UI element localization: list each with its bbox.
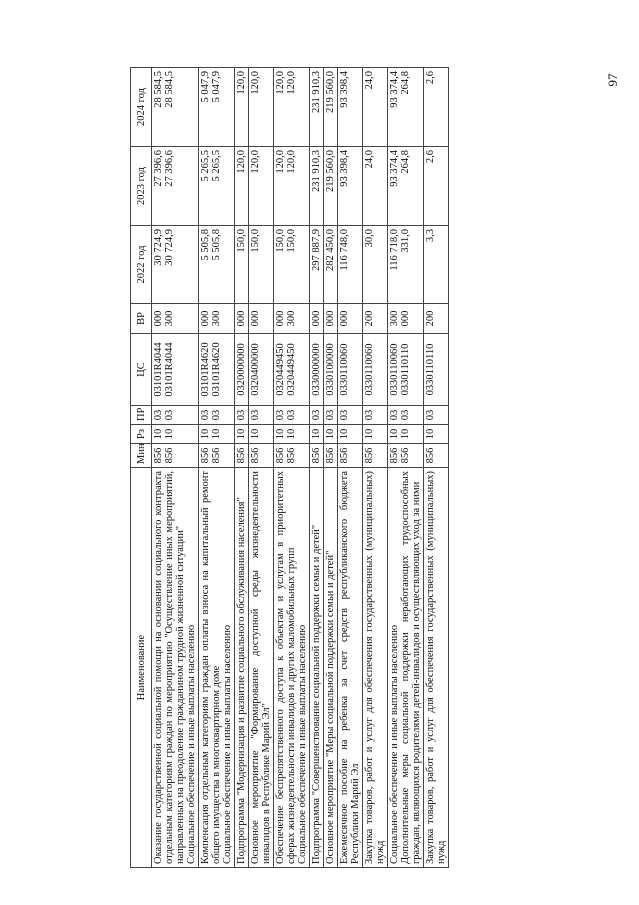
cell-y2022 bbox=[310, 226, 324, 304]
cell-vr bbox=[274, 304, 310, 334]
cell-line: 856 bbox=[153, 447, 164, 464]
cell-y2022 bbox=[199, 226, 235, 304]
cell-line: 10 bbox=[236, 428, 247, 440]
table-row bbox=[363, 68, 388, 868]
cell-y2022 bbox=[152, 226, 199, 304]
cell-line: 300 bbox=[389, 310, 400, 327]
cell-line: 03 bbox=[325, 409, 336, 421]
col-header-vr: ВР bbox=[131, 304, 152, 334]
cell-rz bbox=[324, 425, 338, 444]
cell-line: 03101R4044 bbox=[153, 342, 164, 397]
cell-line: 03101R4044 bbox=[164, 342, 175, 397]
cell-rz bbox=[235, 425, 249, 444]
table-row bbox=[152, 68, 199, 868]
cell-line: 856 bbox=[325, 447, 336, 464]
cell-line: 000 bbox=[200, 310, 211, 327]
cell-line: 30 724,9 bbox=[164, 229, 175, 266]
cell-line: 03 bbox=[339, 409, 350, 421]
cell-y2024 bbox=[338, 68, 363, 147]
cell-line: 03 bbox=[286, 409, 297, 421]
col-header-min: Мин bbox=[131, 444, 152, 468]
cell-line: 10 bbox=[311, 428, 322, 440]
cell-line: Социальное обеспечение и иные выплаты населению bbox=[222, 624, 233, 864]
cell-line: 28 584,5 bbox=[153, 71, 164, 108]
cell-cs bbox=[388, 334, 424, 406]
cell-line: Обеспечение беспрепятственного доступа к объектам и услугам в приоритетных сферах жизнедеятельности инвалидов и других маломобильных групп bbox=[275, 471, 297, 864]
cell-min bbox=[235, 444, 249, 468]
cell-pr bbox=[274, 406, 310, 425]
cell-cs bbox=[363, 334, 388, 406]
cell-line: 5 265,5 bbox=[200, 150, 211, 182]
cell-line: 000 bbox=[275, 310, 286, 327]
col-header-2023: 2023 год bbox=[131, 147, 152, 226]
col-header-2024: 2024 год bbox=[131, 68, 152, 147]
cell-line: 856 bbox=[286, 447, 297, 464]
cell-line: 10 bbox=[389, 428, 400, 440]
table-body bbox=[152, 68, 449, 868]
cell-line: 24,0 bbox=[364, 150, 375, 169]
cell-line: 856 bbox=[211, 447, 222, 464]
cell-line: 000 bbox=[153, 310, 164, 327]
cell-line: 000 bbox=[325, 310, 336, 327]
cell-line: 120,0 bbox=[236, 71, 247, 95]
cell-line: Подпрограмма "Совершенствование социальной поддержки семьи и детей" bbox=[311, 524, 322, 864]
table-row bbox=[249, 68, 274, 868]
cell-pr bbox=[249, 406, 274, 425]
cell-line: 856 bbox=[164, 447, 175, 464]
cell-line: 2,6 bbox=[425, 71, 436, 85]
cell-line: 10 bbox=[211, 428, 222, 440]
col-header-2022: 2022 год bbox=[131, 226, 152, 304]
cell-rz bbox=[274, 425, 310, 444]
cell-rz bbox=[152, 425, 199, 444]
cell-y2024 bbox=[152, 68, 199, 147]
cell-cs bbox=[338, 334, 363, 406]
cell-line: 219 560,0 bbox=[325, 71, 336, 113]
cell-line: 93 374,4 bbox=[389, 71, 400, 108]
cell-pr bbox=[310, 406, 324, 425]
cell-cs bbox=[152, 334, 199, 406]
cell-line: 856 bbox=[250, 447, 261, 464]
cell-line: 120,0 bbox=[250, 150, 261, 174]
cell-y2023 bbox=[388, 147, 424, 226]
cell-line: 24,0 bbox=[364, 71, 375, 90]
cell-line: 300 bbox=[211, 310, 222, 327]
cell-name bbox=[388, 468, 424, 868]
cell-line: 03 bbox=[425, 409, 436, 421]
cell-line: 5 265,5 bbox=[211, 150, 222, 182]
cell-line: Социальное обеспечение и иные выплаты населению bbox=[297, 624, 308, 864]
cell-line: 000 bbox=[236, 310, 247, 327]
cell-rz bbox=[199, 425, 235, 444]
col-header-pr: ПР bbox=[131, 406, 152, 425]
cell-min bbox=[424, 444, 449, 468]
cell-y2022 bbox=[424, 226, 449, 304]
cell-y2023 bbox=[338, 147, 363, 226]
cell-y2023 bbox=[274, 147, 310, 226]
cell-line: 10 bbox=[339, 428, 350, 440]
cell-cs bbox=[235, 334, 249, 406]
cell-vr bbox=[249, 304, 274, 334]
cell-name bbox=[324, 468, 338, 868]
cell-y2023 bbox=[310, 147, 324, 226]
cell-line: 0330110060 bbox=[339, 343, 350, 396]
cell-line: 03101R4620 bbox=[211, 342, 222, 397]
cell-line: Социальное обеспечение и иные выплаты населению bbox=[389, 624, 400, 864]
cell-line: 219 560,0 bbox=[325, 150, 336, 192]
cell-y2022 bbox=[274, 226, 310, 304]
cell-line: 5 047,9 bbox=[200, 71, 211, 103]
cell-name bbox=[152, 468, 199, 868]
cell-line: Ежемесячное пособие на ребенка за счет средств республиканского бюджета Республики Марий Эл bbox=[339, 471, 361, 864]
cell-name bbox=[249, 468, 274, 868]
cell-line: 03 bbox=[153, 409, 164, 421]
cell-line: 856 bbox=[364, 447, 375, 464]
cell-line: 856 bbox=[339, 447, 350, 464]
cell-line: 856 bbox=[236, 447, 247, 464]
cell-y2022 bbox=[249, 226, 274, 304]
cell-pr bbox=[199, 406, 235, 425]
cell-line: 150,0 bbox=[250, 229, 261, 253]
cell-line: 856 bbox=[311, 447, 322, 464]
cell-y2024 bbox=[310, 68, 324, 147]
cell-rz bbox=[249, 425, 274, 444]
cell-line: 10 bbox=[400, 428, 411, 440]
cell-rz bbox=[363, 425, 388, 444]
cell-line: 0330110110 bbox=[425, 343, 436, 396]
table-row bbox=[424, 68, 449, 868]
cell-line: 300 bbox=[286, 310, 297, 327]
cell-line: 93 398,4 bbox=[339, 150, 350, 187]
cell-y2023 bbox=[152, 147, 199, 226]
cell-line: 03 bbox=[311, 409, 322, 421]
cell-line: 120,0 bbox=[250, 71, 261, 95]
cell-min bbox=[310, 444, 324, 468]
cell-vr bbox=[424, 304, 449, 334]
cell-line: 0330000000 bbox=[311, 343, 322, 396]
table-row bbox=[310, 68, 324, 868]
cell-line: 10 bbox=[200, 428, 211, 440]
cell-min bbox=[338, 444, 363, 468]
cell-vr bbox=[363, 304, 388, 334]
cell-min bbox=[249, 444, 274, 468]
cell-line: 000 bbox=[339, 310, 350, 327]
cell-line: 03 bbox=[389, 409, 400, 421]
cell-line: 0330100000 bbox=[325, 343, 336, 396]
table-row bbox=[199, 68, 235, 868]
cell-y2023 bbox=[249, 147, 274, 226]
cell-line: 30,0 bbox=[364, 229, 375, 248]
cell-y2024 bbox=[199, 68, 235, 147]
cell-line: 000 bbox=[400, 310, 411, 327]
cell-line: Компенсация отдельным категориям граждан оплаты взноса на капитальный ремонт общего имущества в многоквартирном доме bbox=[200, 471, 222, 864]
table-row bbox=[388, 68, 424, 868]
cell-line: 03 bbox=[250, 409, 261, 421]
cell-y2022 bbox=[338, 226, 363, 304]
cell-y2023 bbox=[199, 147, 235, 226]
cell-line: 0330110110 bbox=[400, 343, 411, 396]
cell-line: 300 bbox=[164, 310, 175, 327]
cell-pr bbox=[338, 406, 363, 425]
cell-min bbox=[199, 444, 235, 468]
cell-line: 03101R4620 bbox=[200, 342, 211, 397]
cell-y2024 bbox=[424, 68, 449, 147]
cell-vr bbox=[388, 304, 424, 334]
cell-line: 331,0 bbox=[400, 229, 411, 253]
table-row bbox=[338, 68, 363, 868]
cell-line: Закупка товаров, работ и услуг для обеспечения государственных (муниципальных) нужд bbox=[425, 471, 447, 864]
cell-line: 200 bbox=[425, 310, 436, 327]
cell-line: 231 910,3 bbox=[311, 150, 322, 192]
cell-line: 10 bbox=[275, 428, 286, 440]
cell-line: 000 bbox=[250, 310, 261, 327]
cell-line: 10 bbox=[164, 428, 175, 440]
cell-y2024 bbox=[274, 68, 310, 147]
cell-line: 120,0 bbox=[275, 71, 286, 95]
cell-cs bbox=[199, 334, 235, 406]
cell-line: 0320449450 bbox=[275, 343, 286, 396]
col-header-rz: Рз bbox=[131, 425, 152, 444]
cell-name bbox=[338, 468, 363, 868]
cell-line: 856 bbox=[200, 447, 211, 464]
cell-rz bbox=[310, 425, 324, 444]
cell-pr bbox=[152, 406, 199, 425]
table-row bbox=[324, 68, 338, 868]
cell-pr bbox=[424, 406, 449, 425]
cell-pr bbox=[235, 406, 249, 425]
cell-line: 231 910,3 bbox=[311, 71, 322, 113]
cell-y2023 bbox=[324, 147, 338, 226]
cell-rz bbox=[338, 425, 363, 444]
cell-line: 264,8 bbox=[400, 150, 411, 174]
cell-line: 27 396,6 bbox=[164, 150, 175, 187]
page-number: 97 bbox=[605, 73, 620, 87]
cell-y2024 bbox=[235, 68, 249, 147]
cell-line: 3,3 bbox=[425, 229, 436, 243]
table-row bbox=[235, 68, 249, 868]
cell-y2024 bbox=[249, 68, 274, 147]
cell-vr bbox=[324, 304, 338, 334]
cell-vr bbox=[199, 304, 235, 334]
cell-line: 03 bbox=[211, 409, 222, 421]
cell-min bbox=[324, 444, 338, 468]
cell-line: Оказание государственной социальной помощи на основании социального контракта отдельным категориям граждан по мероприятию "Осуществление иных мероприятий, направленных на преодоление гражданином трудной жизненной ситуации" bbox=[153, 471, 186, 864]
cell-line: 03 bbox=[236, 409, 247, 421]
cell-y2022 bbox=[388, 226, 424, 304]
cell-line: 856 bbox=[425, 447, 436, 464]
cell-line: 116 748,0 bbox=[339, 229, 350, 271]
cell-name bbox=[424, 468, 449, 868]
cell-line: 200 bbox=[364, 310, 375, 327]
budget-table bbox=[130, 67, 449, 868]
cell-line: 856 bbox=[389, 447, 400, 464]
cell-name bbox=[363, 468, 388, 868]
cell-line: 120,0 bbox=[275, 150, 286, 174]
cell-line: 856 bbox=[400, 447, 411, 464]
cell-cs bbox=[249, 334, 274, 406]
cell-vr bbox=[338, 304, 363, 334]
cell-line: 0320449450 bbox=[286, 343, 297, 396]
cell-line: 03 bbox=[400, 409, 411, 421]
cell-y2022 bbox=[235, 226, 249, 304]
cell-y2024 bbox=[388, 68, 424, 147]
cell-line: 150,0 bbox=[275, 229, 286, 253]
cell-name bbox=[235, 468, 249, 868]
cell-y2024 bbox=[324, 68, 338, 147]
cell-line: 93 374,4 bbox=[389, 150, 400, 187]
col-header-name: Наименование bbox=[131, 468, 152, 868]
cell-line: 10 bbox=[286, 428, 297, 440]
cell-line: 856 bbox=[275, 447, 286, 464]
cell-line: Основное мероприятие "Формирование доступной среды жизнедеятельности инвалидов в Республике Марий Эл" bbox=[250, 471, 272, 864]
cell-line: 10 bbox=[425, 428, 436, 440]
cell-pr bbox=[363, 406, 388, 425]
cell-line: 282 450,0 bbox=[325, 229, 336, 271]
cell-line: 120,0 bbox=[286, 71, 297, 95]
table-row bbox=[274, 68, 310, 868]
cell-line: 10 bbox=[364, 428, 375, 440]
cell-line: 264,8 bbox=[400, 71, 411, 95]
cell-line: 10 bbox=[325, 428, 336, 440]
cell-cs bbox=[324, 334, 338, 406]
cell-vr bbox=[310, 304, 324, 334]
cell-line: Основное мероприятие "Меры социальной поддержки семьи и детей" bbox=[325, 550, 336, 864]
cell-rz bbox=[424, 425, 449, 444]
cell-line: 150,0 bbox=[286, 229, 297, 253]
cell-line: Социальное обеспечение и иные выплаты населению bbox=[186, 624, 197, 864]
cell-line: 10 bbox=[250, 428, 261, 440]
cell-name bbox=[274, 468, 310, 868]
cell-min bbox=[274, 444, 310, 468]
cell-line: 297 887,9 bbox=[311, 229, 322, 271]
cell-min bbox=[363, 444, 388, 468]
cell-y2022 bbox=[363, 226, 388, 304]
cell-line: 27 396,6 bbox=[153, 150, 164, 187]
cell-name bbox=[310, 468, 324, 868]
cell-vr bbox=[152, 304, 199, 334]
cell-vr bbox=[235, 304, 249, 334]
cell-line: 30 724,9 bbox=[153, 229, 164, 266]
cell-y2024 bbox=[363, 68, 388, 147]
cell-line: 150,0 bbox=[236, 229, 247, 253]
cell-line: 10 bbox=[153, 428, 164, 440]
cell-line: 0330110060 bbox=[364, 343, 375, 396]
cell-y2023 bbox=[235, 147, 249, 226]
cell-pr bbox=[324, 406, 338, 425]
cell-line: 116 718,0 bbox=[389, 229, 400, 271]
cell-line: 120,0 bbox=[236, 150, 247, 174]
cell-line: 03 bbox=[200, 409, 211, 421]
cell-line: Дополнительные меры социальной поддержки неработающих трудоспособных граждан, являющихся родителями детей-инвалидов и осуществляющих уход за ними bbox=[400, 471, 422, 864]
cell-line: Закупка товаров, работ и услуг для обеспечения государственных (муниципальных) нужд bbox=[364, 471, 386, 864]
cell-y2022 bbox=[324, 226, 338, 304]
col-header-cs: ЦС bbox=[131, 334, 152, 406]
cell-line: 93 398,4 bbox=[339, 71, 350, 108]
cell-cs bbox=[274, 334, 310, 406]
cell-y2023 bbox=[363, 147, 388, 226]
cell-cs bbox=[310, 334, 324, 406]
cell-line: 0320400000 bbox=[250, 343, 261, 396]
cell-line: 5 505,8 bbox=[211, 229, 222, 261]
cell-line: 5 505,8 bbox=[200, 229, 211, 261]
cell-line: 120,0 bbox=[286, 150, 297, 174]
cell-min bbox=[388, 444, 424, 468]
cell-line: 03 bbox=[164, 409, 175, 421]
cell-line: 0330110060 bbox=[389, 343, 400, 396]
cell-rz bbox=[388, 425, 424, 444]
cell-pr bbox=[388, 406, 424, 425]
cell-line: 2,6 bbox=[425, 150, 436, 164]
cell-line: Подпрограмма "Модернизация и развитие социального обслуживания населения" bbox=[236, 497, 247, 864]
cell-name bbox=[199, 468, 235, 868]
cell-y2023 bbox=[424, 147, 449, 226]
cell-line: 28 584,5 bbox=[164, 71, 175, 108]
cell-line: 03 bbox=[364, 409, 375, 421]
cell-cs bbox=[424, 334, 449, 406]
table-header-row bbox=[131, 68, 152, 868]
rotated-table-sheet bbox=[130, 68, 610, 868]
cell-line: 000 bbox=[311, 310, 322, 327]
cell-line: 5 047,9 bbox=[211, 71, 222, 103]
cell-line: 0320000000 bbox=[236, 343, 247, 396]
cell-line: 03 bbox=[275, 409, 286, 421]
cell-min bbox=[152, 444, 199, 468]
